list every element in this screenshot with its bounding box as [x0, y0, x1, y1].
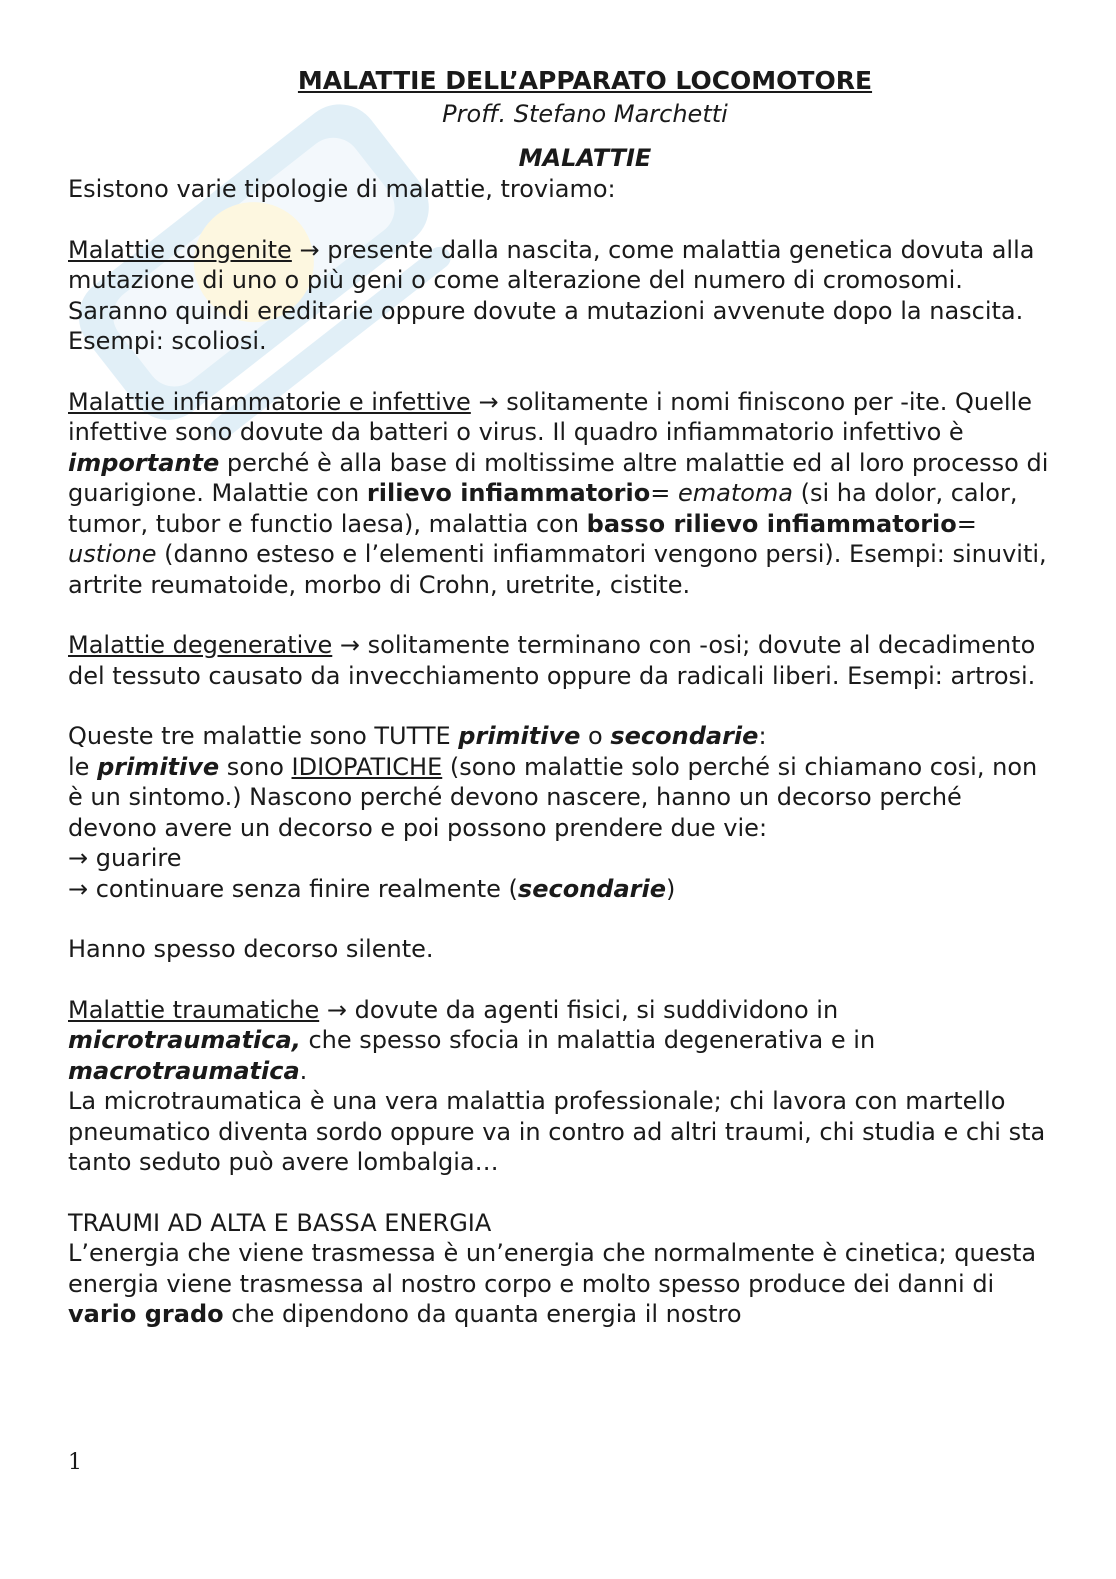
text-run: Queste tre malattie sono TUTTE	[68, 722, 459, 750]
text-run: L’energia che viene trasmessa è un’energia che normalmente è cinetica; questa energia viene trasmessa al nostro corpo e molto spesso produce dei danni di	[68, 1239, 1037, 1298]
degenerative-text: solitamente terminano con -osi; dovute al decadimento del tessuto causato da invecchiamento oppure da radicali liberi. Esempi: artrosi.	[68, 631, 1036, 690]
infiammatorie-paragraph	[68, 387, 1058, 601]
degenerative-paragraph	[68, 630, 1058, 691]
page-number: 1	[68, 1450, 82, 1475]
text-run: (sono malattie solo perché si chiamano cosi, non è un sintomo.) Nascono perché devono nascere, hanno un decorso perché devono avere un decorso e poi possono prendere due vie:	[68, 752, 1038, 842]
degenerative-label: Malattie degenerative	[68, 631, 333, 659]
text-run: le	[68, 752, 98, 781]
emphasis-basso-rilievo: basso rilievo infiammatorio	[586, 509, 957, 538]
bullet-guarire: → guarire	[68, 844, 182, 872]
text-run: solitamente i nomi finiscono per -ite. Quelle infettive sono dovute da batteri o virus. Il quadro infiammatorio infettivo è	[68, 387, 1032, 446]
silente-paragraph: Hanno spesso decorso silente.	[68, 935, 434, 963]
intro-paragraph: Esistono varie tipologie di malattie, troviamo:	[68, 175, 616, 203]
bullet-continuare	[68, 874, 1058, 905]
arrow: →	[332, 631, 368, 659]
text-run: =	[956, 509, 977, 538]
emphasis-importante: importante	[68, 448, 220, 477]
emphasis-secondarie: secondarie	[517, 874, 666, 903]
text-run: dovute da agenti fisici, si suddividono in	[354, 995, 839, 1024]
emphasis-primitive: primitive	[458, 722, 581, 750]
document-author: Proff. Stefano Marchetti	[442, 100, 728, 128]
emphasis-ematoma: ematoma	[677, 479, 793, 507]
section-heading: MALATTIE	[518, 144, 652, 172]
arrow: →	[319, 995, 355, 1024]
traumatiche-paragraph	[68, 995, 1058, 1087]
document-title: MALATTIE DELL’APPARATO LOCOMOTORE	[297, 66, 873, 95]
text-run: (si ha dolor, calor, tumor, tubor e functio laesa), malattia con	[68, 479, 1018, 538]
text-run: .	[299, 1056, 308, 1085]
congenite-label: Malattie congenite	[68, 235, 292, 264]
text-run: o	[580, 722, 611, 750]
text-run: :	[758, 722, 767, 750]
document-body	[68, 64, 1058, 1330]
emphasis-microtraumatica: microtraumatica,	[68, 1026, 301, 1054]
traumatiche-label: Malattie traumatiche	[68, 995, 320, 1024]
arrow: →	[470, 387, 507, 416]
emphasis-secondarie: secondarie	[610, 722, 759, 750]
microtraumatica-paragraph: La microtraumatica è una vera malattia professionale; chi lavora con martello pneumatico diventa sordo oppure va in contro ad altri traumi, chi studia e chi sta tanto seduto può avere lombalgia…	[68, 1087, 1046, 1176]
congenite-text: presente dalla nascita, come malattia genetica dovuta alla mutazione di uno o più geni o come alterazione del numero di cromosomi. Saranno quindi ereditarie oppure dovute a mutazioni avvenute dopo la nascita. Esempi: scoliosi.	[68, 235, 1035, 355]
emphasis-primitive: primitive	[97, 752, 220, 781]
text-run: che spesso sfocia in malattia degenerativa e in	[300, 1026, 876, 1054]
traumi-heading: TRAUMI AD ALTA E BASSA ENERGIA	[68, 1208, 492, 1237]
arrow: →	[291, 235, 328, 264]
idiopatiche-term: IDIOPATICHE	[291, 752, 443, 781]
text-run: che dipendono da quanta energia il nostro	[223, 1300, 742, 1328]
traumi-paragraph	[68, 1238, 1058, 1330]
emphasis-vario-grado: vario grado	[68, 1300, 224, 1328]
text-run: → continuare senza finire realmente (	[68, 874, 518, 903]
emphasis-rilievo: rilievo infiammatorio	[366, 479, 651, 507]
emphasis-macrotraumatica: macrotraumatica	[68, 1056, 300, 1085]
text-run: sono	[219, 752, 292, 781]
emphasis-ustione: ustione	[68, 540, 157, 568]
primitive-detail	[68, 752, 1058, 844]
congenite-paragraph	[68, 235, 1058, 357]
text-run: (danno esteso e l’elementi infiammatori vengono persi). Esempi: sinuviti, artrite reumatoide, morbo di Crohn, uretrite, cistite.	[68, 540, 1047, 599]
primitive-paragraph	[68, 721, 1058, 752]
text-run: )	[666, 874, 676, 903]
text-run: perché è alla base di moltissime altre malattie ed al loro processo di guarigione. Malattie con	[68, 448, 1049, 507]
text-run: =	[650, 479, 678, 507]
infiammatorie-label: Malattie infiammatorie e infettive	[68, 387, 471, 416]
